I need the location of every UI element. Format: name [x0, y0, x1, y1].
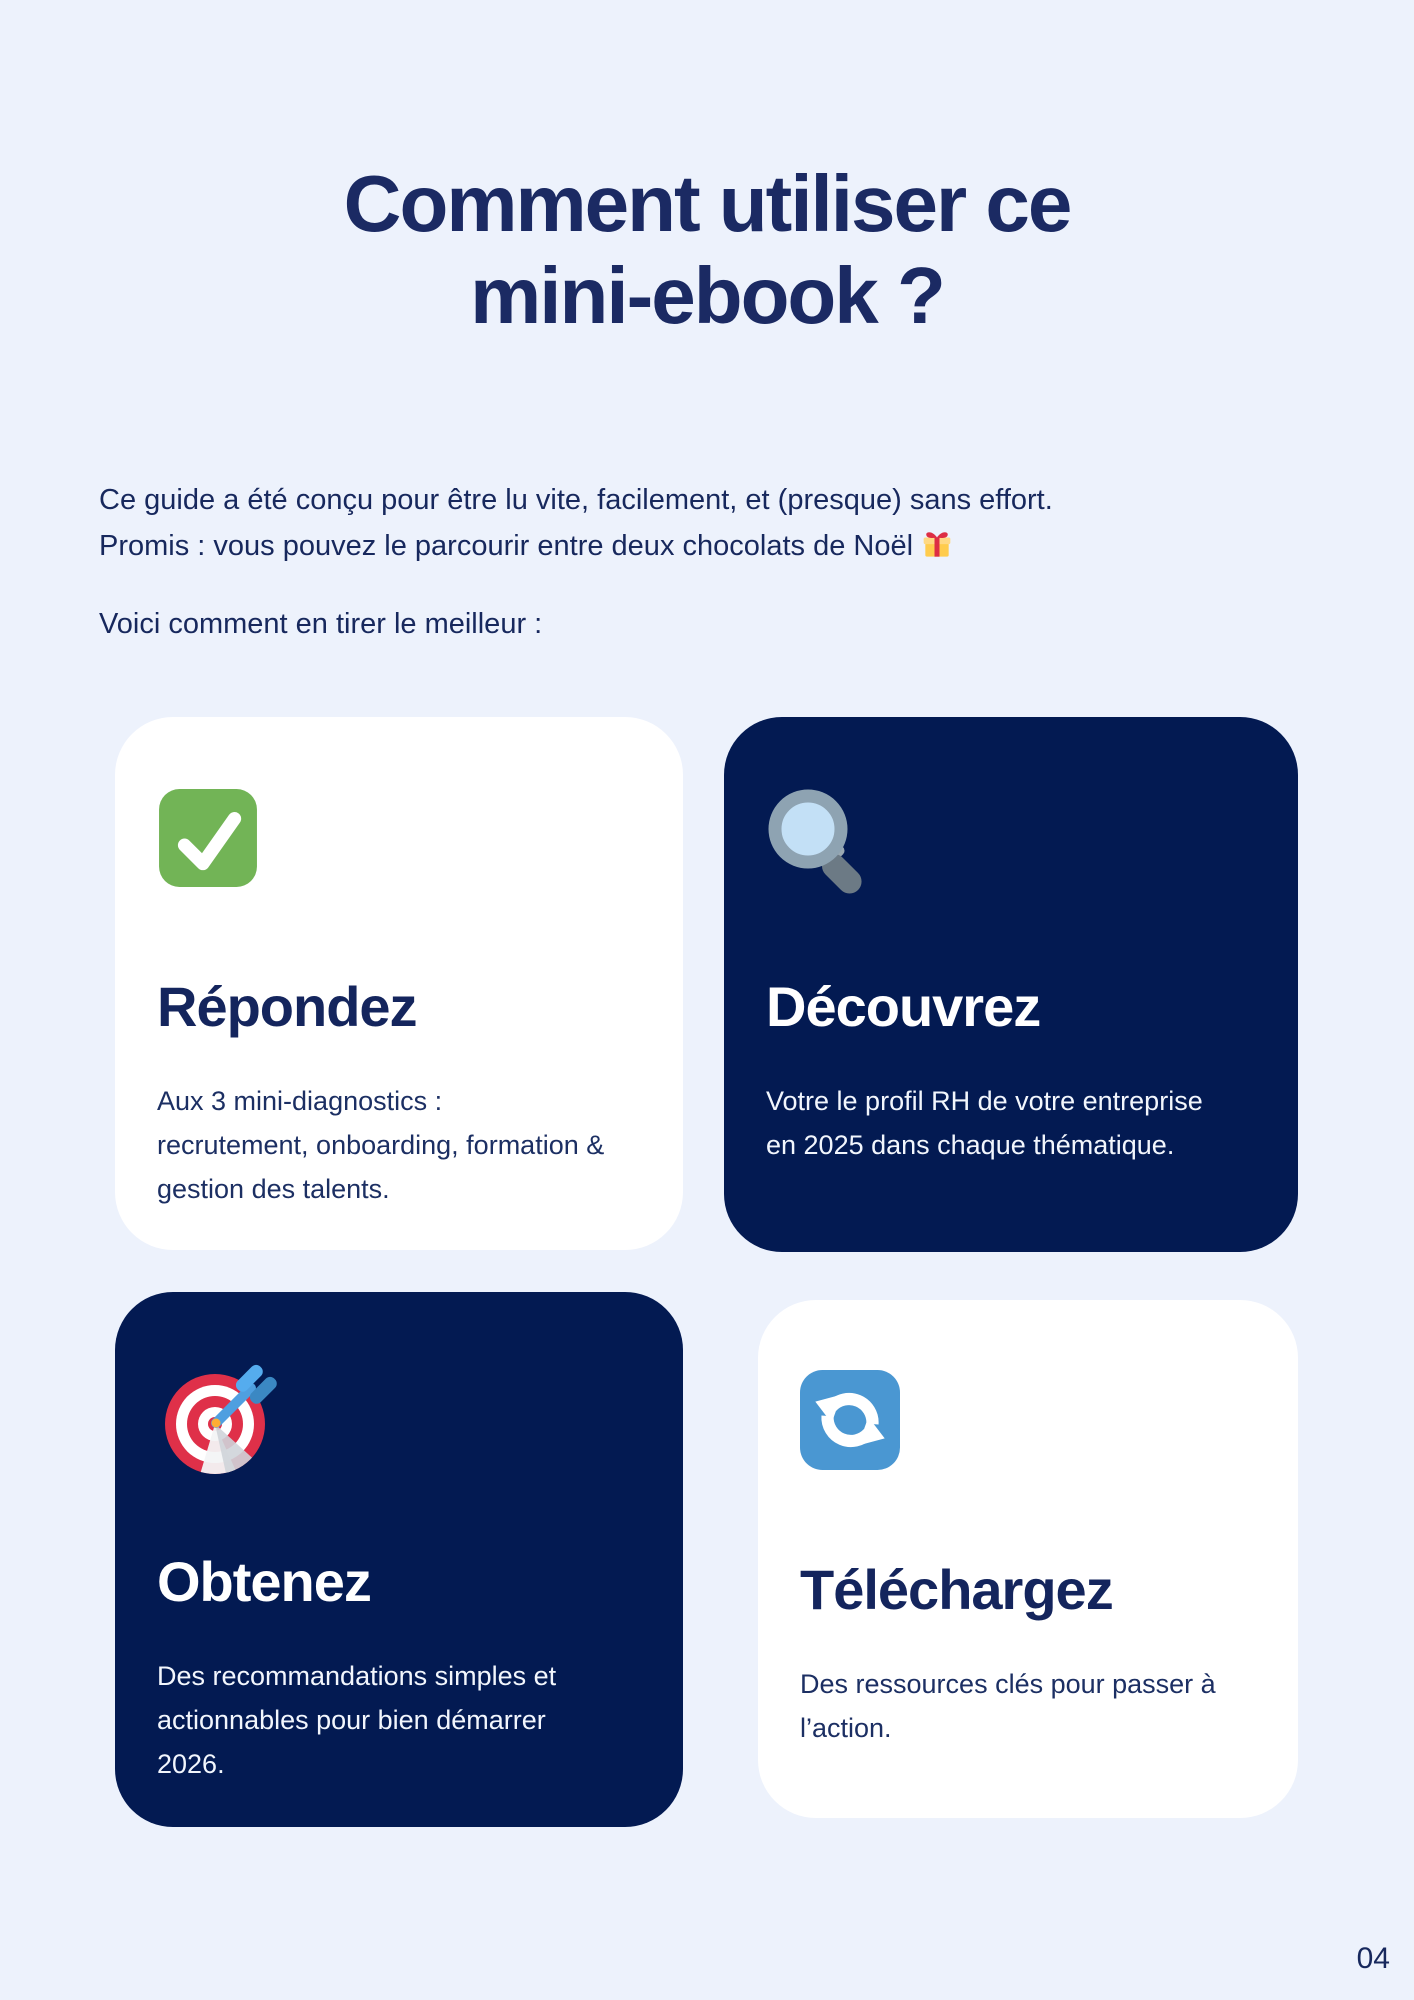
magnifier-icon	[766, 787, 1274, 897]
body-line: gestion des talents.	[157, 1174, 390, 1204]
intro-line-2-text: Promis : vous pouvez le parcourir entre deux chocolats de Noël	[99, 530, 914, 562]
check-icon	[157, 787, 659, 897]
card-repondez-body	[157, 1079, 659, 1211]
card-repondez-title: Répondez	[157, 975, 417, 1038]
intro-lead-in: Voici comment en tirer le meilleur :	[99, 608, 543, 640]
body-line: 2026.	[157, 1749, 225, 1779]
card-telechargez-title: Téléchargez	[800, 1558, 1113, 1621]
card-obtenez-title: Obtenez	[157, 1550, 371, 1613]
card-telechargez-body	[800, 1662, 1274, 1750]
target-icon	[157, 1362, 659, 1472]
body-line: Aux 3 mini-diagnostics :	[157, 1086, 443, 1116]
page-title-line-1: Comment utiliser ce	[343, 158, 1071, 248]
page-number: 04	[1356, 1942, 1390, 1975]
body-line: recrutement, onboarding, formation &	[157, 1130, 605, 1160]
card-telechargez	[758, 1300, 1298, 1818]
card-decouvrez-body	[766, 1079, 1274, 1167]
body-line: l’action.	[800, 1713, 892, 1743]
body-line: Des ressources clés pour passer à	[800, 1669, 1216, 1699]
intro-line-1: Ce guide a été conçu pour être lu vite, facilement, et (presque) sans effort.	[99, 484, 1053, 516]
gift-icon	[922, 528, 952, 574]
card-decouvrez-title: Découvrez	[766, 975, 1041, 1038]
card-obtenez	[115, 1292, 683, 1827]
page-title	[0, 158, 1414, 342]
intro-paragraph	[99, 477, 1199, 574]
body-line: actionnables pour bien démarrer	[157, 1705, 546, 1735]
body-line: Votre le profil RH de votre entreprise	[766, 1086, 1203, 1116]
body-line: en 2025 dans chaque thématique.	[766, 1130, 1175, 1160]
card-decouvrez	[724, 717, 1298, 1252]
body-line: Des recommandations simples et	[157, 1661, 557, 1691]
card-obtenez-body	[157, 1654, 659, 1786]
intro-line-2	[99, 523, 1199, 574]
card-repondez	[115, 717, 683, 1250]
arrows-icon	[800, 1370, 1274, 1480]
page-title-line-2: mini-ebook ?	[470, 250, 944, 340]
